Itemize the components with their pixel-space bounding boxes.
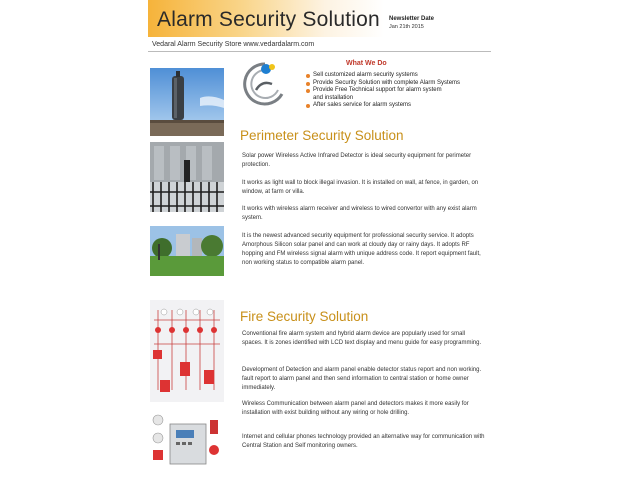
fire-paragraph: Internet and cellular phones technology provided an alternative way for communication with Central Station and Self monitoring owners. — [242, 434, 485, 449]
what-we-do-heading: What We Do — [346, 60, 387, 67]
bullet-icon — [306, 89, 310, 93]
fire-paragraph: Wireless Communication between alarm panel and detectors makes it more easily for installation with exist building without any wiring or hole drilling. — [242, 401, 469, 416]
fire-paragraph: Conventional fire alarm system and hybrid alarm device are popularly used for small spaces. It is zones identified with LCD text display and menu guide for easy programming. — [242, 331, 482, 346]
fire-section-title: Fire Security Solution — [240, 309, 369, 324]
header-divider — [148, 51, 491, 52]
perimeter-paragraph: It works with wireless alarm receiver and wireless to wired convertor with any exist alarm system. — [242, 206, 477, 221]
bullet-icon — [306, 74, 310, 78]
bullet-icon — [306, 104, 310, 108]
garden-detector-photo — [150, 226, 224, 276]
store-line: Vedaral Alarm Security Store www.vedardalarm.com — [152, 41, 315, 48]
newsletter-date-label: Newsletter Date — [389, 16, 435, 22]
perimeter-paragraph: It works as light wall to block illegal invasion. It is installed on wall, at fence, in garden, on window, at farm or villa. — [242, 180, 479, 195]
fence-detector-photo — [150, 142, 224, 212]
perimeter-paragraph: It is the newest advanced security equipment for professional security service. It adopts Amorphous Silicon solar panel and can work at cloudy day or rainy days. It adopts RF hopping and FM wireless signal alarm with unique address code. It report equipment fault, non working status to compatible alarm panel. — [242, 233, 481, 266]
fire-alarm-system-photo — [150, 300, 224, 402]
list-item: Sell customized alarm security systems — [306, 72, 460, 80]
bullet-icon — [306, 82, 310, 86]
page-title: Alarm Security Solution — [157, 8, 380, 31]
list-item: After sales service for alarm systems — [306, 102, 460, 110]
company-logo — [242, 60, 288, 108]
what-we-do-list — [306, 72, 460, 110]
list-item: Provide Security Solution with complete Alarm Systems — [306, 80, 460, 88]
fire-panel-photo — [150, 410, 224, 474]
newsletter-date: Jan 21th 2015 — [389, 24, 424, 30]
fire-paragraph: Development of Detection and alarm panel enable detector status report and non working. fault report to alarm panel and then send information to central station or home owner immediately. — [242, 367, 482, 391]
perimeter-section-title: Perimeter Security Solution — [240, 128, 404, 143]
perimeter-paragraph: Solar power Wireless Active Infrared Detector is ideal security equipment for perimeter protection. — [242, 153, 472, 168]
antenna-detector-photo — [150, 68, 224, 136]
list-item: Provide Free Technical support for alarm system and installation — [306, 87, 460, 102]
